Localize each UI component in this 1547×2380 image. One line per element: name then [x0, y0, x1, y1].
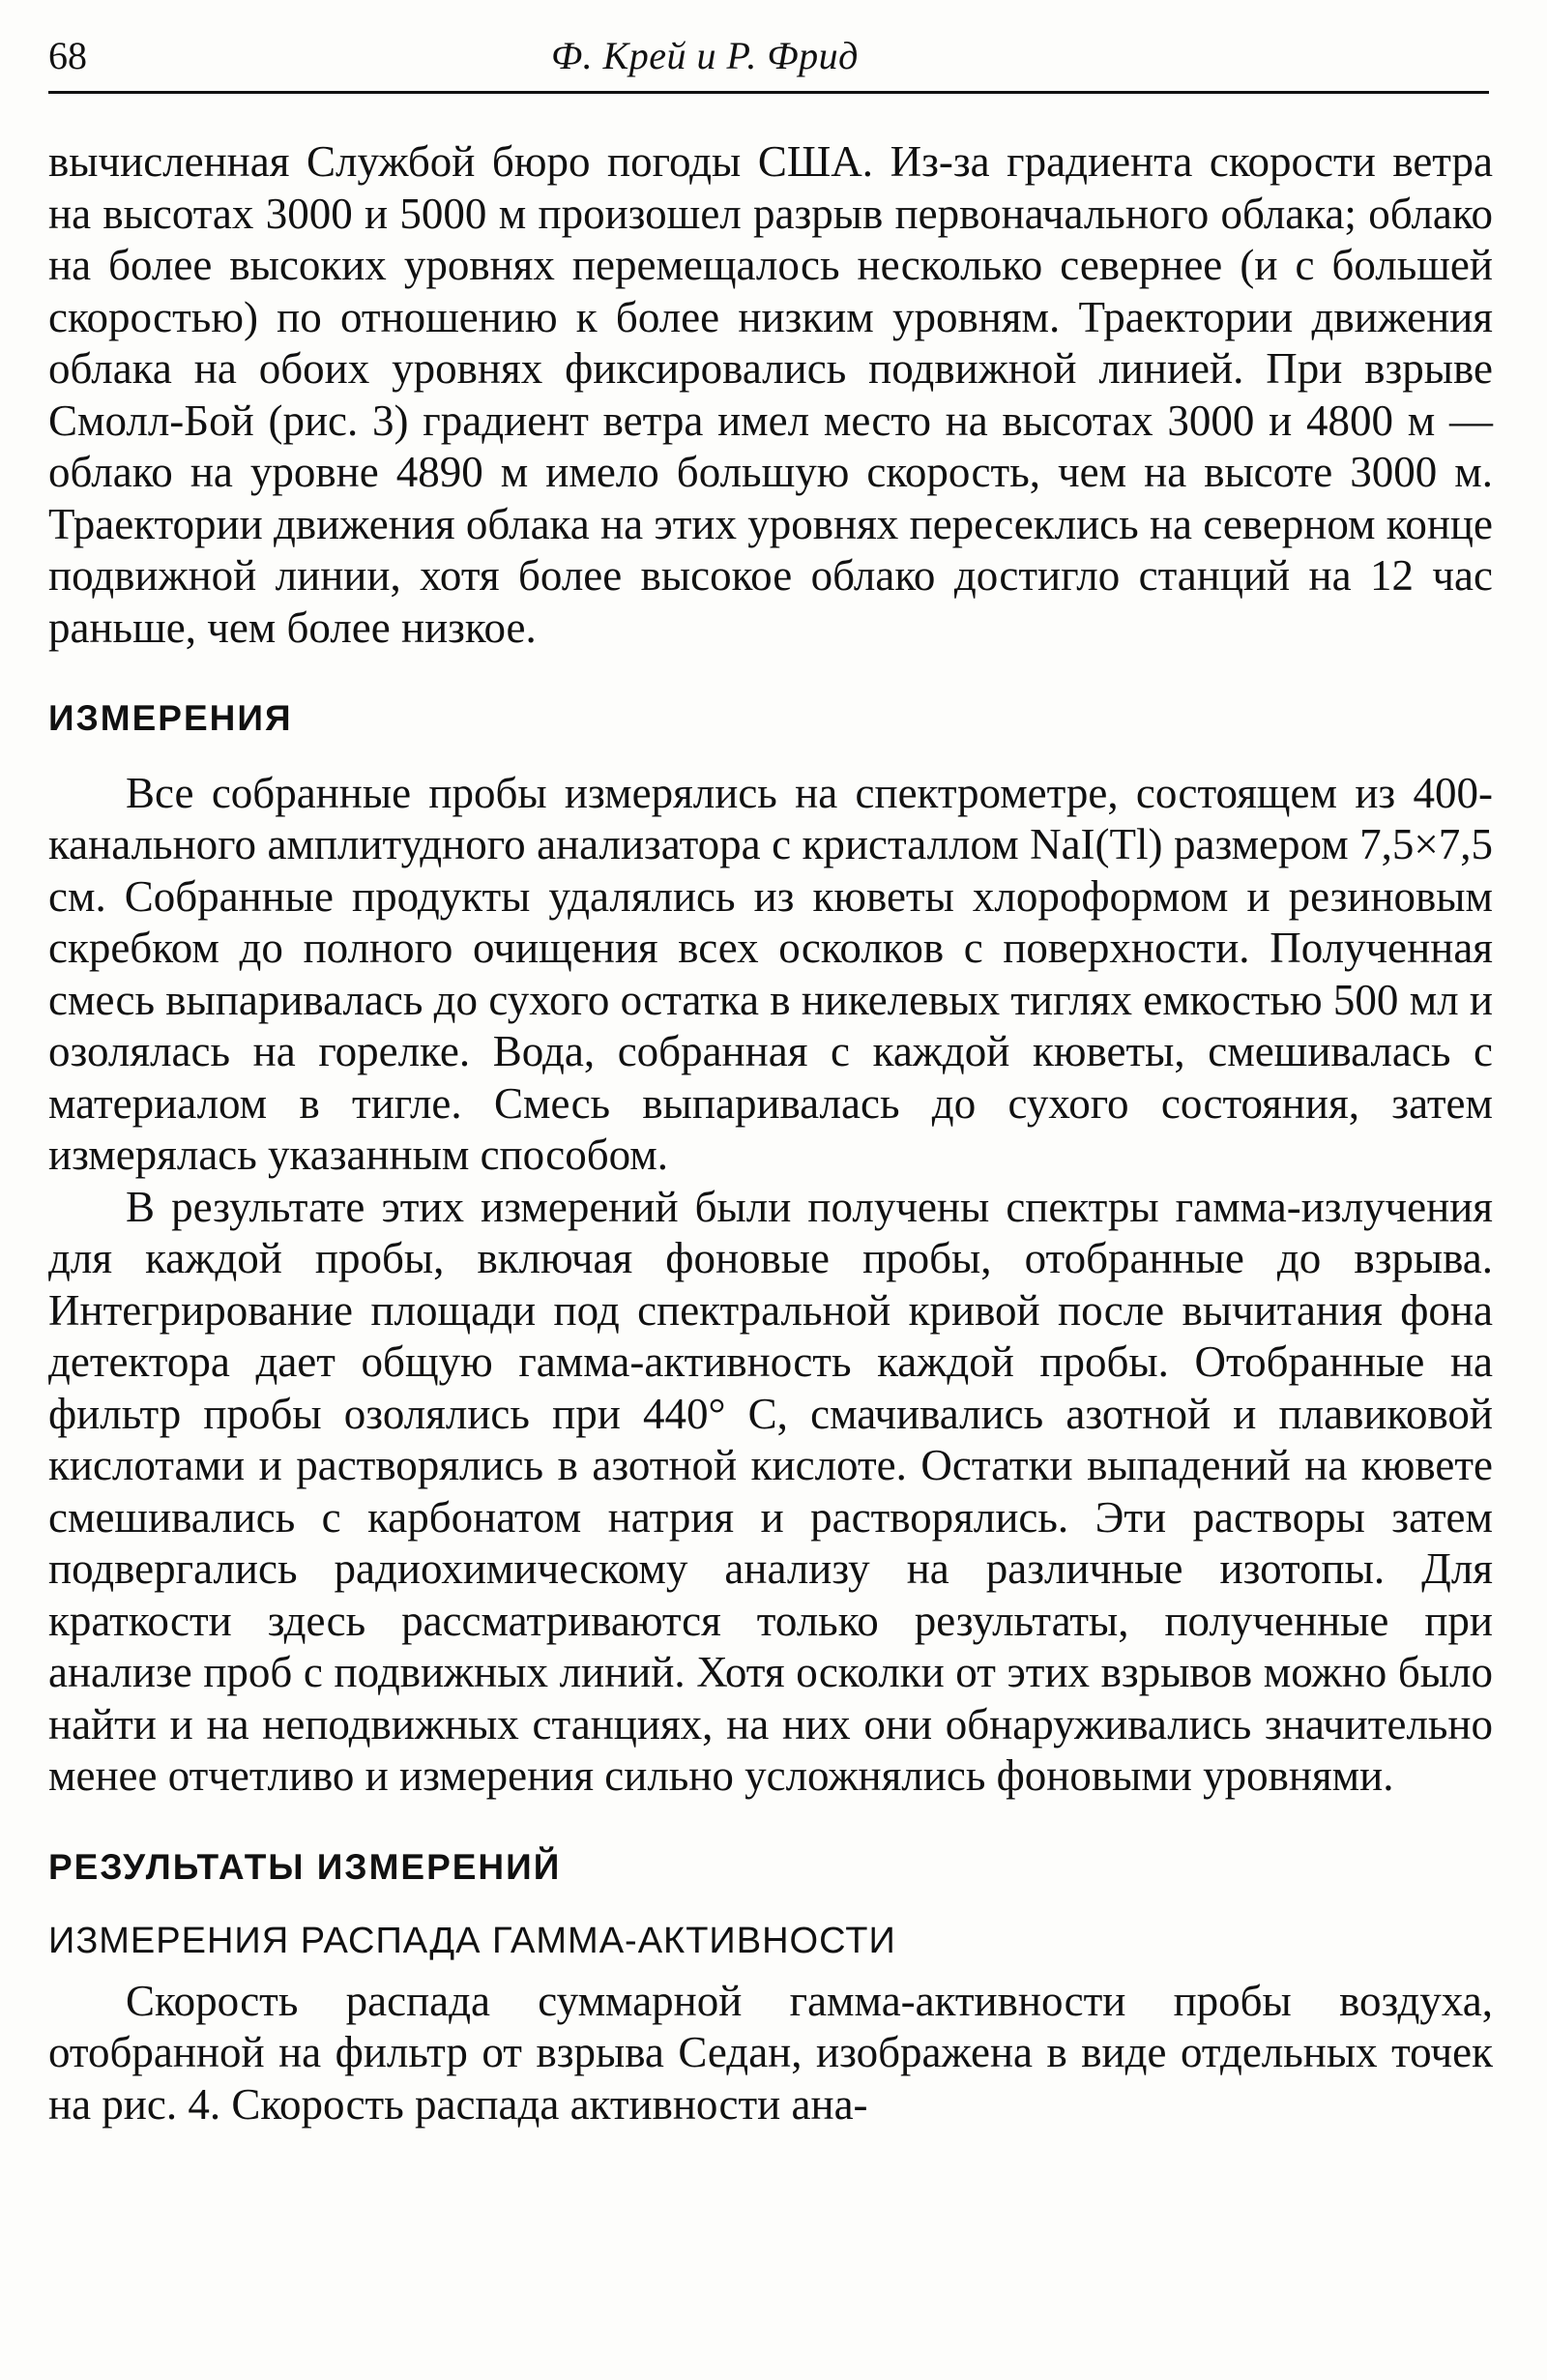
page-header: [48, 33, 1493, 87]
page-number: 68: [48, 34, 87, 77]
subheading-gamma-decay: ИЗМЕРЕНИЯ РАСПАДА ГАММА-АКТИВНОСТИ: [48, 1921, 896, 1961]
heading-results: РЕЗУЛЬТАТЫ ИЗМЕРЕНИЙ: [48, 1846, 562, 1887]
paragraph-continued: вычисленная Службой бюро погоды США. Из-за градиента скорости ветра на высотах 3000 и 5000 м произошел разрыв первоначального облака; облако на более высоких уровнях перемещалось несколько севернее (и с большей скоростью) по отношению к более низким уровням. Траектории движения облака на обоих уровнях фиксировались подвижной линией. При взрыве Смолл-Бой (рис. 3) градиент ветра имел место на высотах 3000 и 4800 м — облако на уровне 4890 м имело большую скорость, чем на высоте 3000 м. Траектории движения облака на этих уровнях пересеклись на северном конце подвижной линии, хотя более высокое облако достигло станций на 12 час раньше, чем более низкое.: [48, 137, 1493, 652]
paragraph-decay-rate: Скорость распада суммарной гамма-активности пробы воздуха, отобранной на фильтр от взрыва Седан, изображена в виде отдельных точек на рис. 4. Скорость распада активности ана-: [48, 1976, 1493, 2129]
running-head: Ф. Крей и Р. Фрид: [551, 34, 859, 77]
page-body: [48, 136, 1493, 2130]
header-rule: [48, 91, 1489, 94]
paragraph-spectra: В результате этих измерений были получены спектры гамма-излучения для каждой пробы, включая фоновые пробы, отобранные до взрыва. Интегрирование площади под спектральной кривой после вычитания фона детектора дает общую гамма-активность каждой пробы. Отобранные на фильтр пробы озолялись при 440° С, смачивались азотной и плавиковой кислотами и растворялись в азотной кислоте. Остатки выпадений на кювете смешивались с карбонатом натрия и растворялись. Эти растворы затем подвергались радиохимическому анализу на различные изотопы. Для краткости здесь рассматриваются только результаты, полученные при анализе проб с подвижных линий. Хотя осколки от этих взрывов можно было найти и на неподвижных станциях, на них они обнаруживались значительно менее отчетливо и измерения сильно усложнялись фоновыми уровнями.: [48, 1182, 1493, 1800]
heading-measurements: ИЗМЕРЕНИЯ: [48, 698, 293, 738]
paragraph-samples: Все собранные пробы измерялись на спектрометре, состоящем из 400-канального амплитудного анализатора с кристаллом NaI(Tl) размером 7,5×7,5 см. Собранные продукты удалялись из кюветы хлороформом и резиновым скребком до полного очищения всех осколков с поверхности. Полученная смесь выпаривалась до сухого остатка в никелевых тиглях емкостью 500 мл и озолялась на горелке. Вода, собранная с каждой кюветы, смешивалась с материалом в тигле. Смесь выпаривалась до сухого состояния, затем измерялась указанным способом.: [48, 768, 1493, 1179]
